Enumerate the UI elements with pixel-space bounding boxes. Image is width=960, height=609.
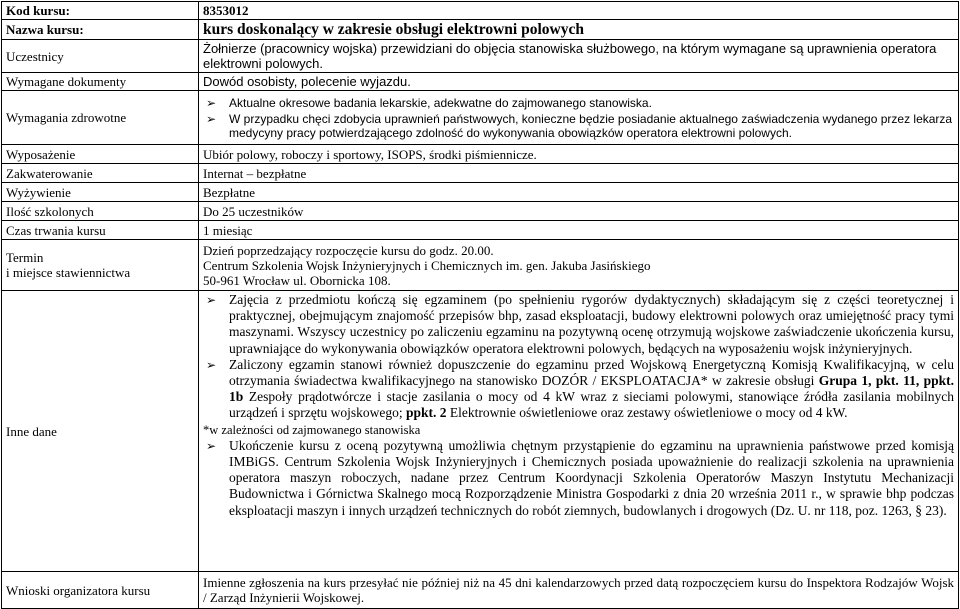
row-other-info	[2, 291, 959, 572]
list-item: ➢ Zaliczony egzamin stanowi również dopuszczenie do egzaminu przed Wojskową Energetyczną Komisją Kwalifikacyjną, w celu otrzymania świadectwa kwalifikacyjnego na stanowisko DOZÓR / EKSPLOATACJA* w zakresie obsługi Grupa 1, pkt. 11, ppkt. 1b Zespoły prądotwórcze i stacje zasilania o mocy od 4 kW wraz z sieciami polowymi, stanowiące źródła zasilania mobilnych urządzeń i sprzętu wojskowego; ppkt. 2 Elektrownie oświetleniowe oraz zestawy oświetleniowe o mocy od 4 kW.	[206, 356, 954, 421]
label-health: Wymagania zdrowotne	[2, 91, 199, 145]
label-course-code: Kod kursu:	[2, 2, 199, 20]
row-course-name	[2, 20, 959, 40]
arrow-bullet-icon: ➢	[206, 357, 217, 372]
value-accommodation: Internat – bezpłatne	[199, 164, 959, 183]
row-trainees	[2, 202, 959, 221]
footnote: *w zależności od zajmowanego stanowiska	[203, 422, 421, 437]
value-other-info	[199, 291, 959, 572]
row-documents	[2, 73, 959, 91]
label-participants: Uczestnicy	[2, 40, 199, 73]
value-documents: Dowód osobisty, polecenie wyjazdu.	[199, 73, 959, 91]
label-other-info: Inne dane	[2, 291, 199, 572]
row-health	[2, 91, 959, 145]
label-accommodation: Zakwaterowanie	[2, 164, 199, 183]
value-date-place: Dzień poprzedzający rozpoczęcie kursu do godz. 20.00. Centrum Szkolenia Wojsk Inżynieryjnych i Chemicznych im. gen. Jakuba Jasińskiego 50-961 Wrocław ul. Obornicka 108.	[199, 240, 959, 291]
other-info-list-2	[203, 438, 954, 519]
value-meals: Bezpłatne	[199, 183, 959, 202]
row-course-code	[2, 2, 959, 20]
value-course-name: kurs doskonalący w zakresie obsługi elektrowni polowych	[199, 20, 959, 40]
row-equipment	[2, 145, 959, 164]
list-item: ➢ W przypadku chęci zdobycia uprawnień państwowych, konieczne będzie posiadanie aktualnego zaświadczenia wydanego przez lekarza medycyny pracy potwierdzającego zdolność do wykonywania obowiązków operatora elektrowni polowych.	[206, 111, 953, 140]
label-organizer-requests: Wnioski organizatora kursu	[2, 572, 199, 609]
label-documents: Wymagane dokumenty	[2, 73, 199, 91]
other-info-list	[203, 292, 954, 422]
value-participants: Żołnierze (pracownicy wojska) przewidziani do objęcia stanowiska służbowego, na którym wymagane są uprawnienia operatora elektrowni polowych.	[199, 40, 959, 73]
value-health	[199, 91, 959, 145]
row-participants	[2, 40, 959, 73]
label-meals: Wyżywienie	[2, 183, 199, 202]
arrow-bullet-icon: ➢	[206, 111, 217, 126]
label-equipment: Wyposażenie	[2, 145, 199, 164]
label-duration: Czas trwania kursu	[2, 221, 199, 240]
row-date-place	[2, 240, 959, 291]
list-item: ➢ Aktualne okresowe badania lekarskie, adekwatne do zajmowanego stanowiska.	[206, 95, 652, 110]
course-info-table	[1, 1, 959, 609]
value-equipment: Ubiór polowy, roboczy i sportowy, ISOPS, środki piśmiennicze.	[199, 145, 959, 164]
row-meals	[2, 183, 959, 202]
label-date-place: Termin i miejsce stawiennictwa	[2, 240, 199, 291]
health-list	[203, 96, 954, 140]
arrow-bullet-icon: ➢	[206, 293, 217, 307]
list-item: ➢ Zajęcia z przedmiotu kończą się egzaminem (po spełnieniu rygorów dydaktycznych) składającym się z części teoretycznej i praktycznej, obejmującym znajomość przepisów bhp, zasad eksploatacji, budowy elektrowni polowych oraz umiejętność pracy tymi maszynami. Wszyscy uczestnicy po zaliczeniu egzaminu na pozytywną ocenę otrzymują wojskowe zaświadczenie ukończenia kursu, uprawniające do wykonywania obowiązków operatora elektrowni polowych, będących na wyposażeniu wojsk inżynieryjnych.	[206, 292, 954, 356]
value-course-code: 8353012	[199, 2, 959, 20]
arrow-bullet-icon: ➢	[206, 438, 217, 453]
label-course-name: Nazwa kursu:	[2, 20, 199, 40]
arrow-bullet-icon: ➢	[206, 95, 217, 110]
value-trainees: Do 25 uczestników	[199, 202, 959, 221]
row-duration	[2, 221, 959, 240]
label-trainees: Ilość szkolonych	[2, 202, 199, 221]
value-duration: 1 miesiąc	[199, 221, 959, 240]
list-item: ➢ Ukończenie kursu z oceną pozytywną umożliwia chętnym przystąpienie do egzaminu na uprawnienia państwowe przed komisją IMBiGS. Centrum Szkolenia Wojsk Inżynieryjnych i Chemicznych posiada upoważnienie do realizacji szkolenia na uprawnienia operatora maszyn roboczych, nadane przez Centrum Koordynacji Szkolenia Operatorów Maszyn Instytutu Mechanizacji Budownictwa i Górnictwa Skalnego mocą Rozporządzenie Ministra Gospodarki z dnia 20 września 2011 r., w sprawie bhp podczas eksploatacji maszyn i innych urządzeń technicznych do robót ziemnych, budowlanych i drogowych (Dz. U. nr 118, poz. 1263, § 23).	[206, 437, 954, 518]
value-organizer-requests: Imienne zgłoszenia na kurs przesyłać nie później niż na 45 dni kalendarzowych przed datą rozpoczęciem kursu do Inspektora Rodzajów Wojsk / Zarząd Inżynierii Wojskowej.	[199, 572, 959, 609]
row-accommodation	[2, 164, 959, 183]
